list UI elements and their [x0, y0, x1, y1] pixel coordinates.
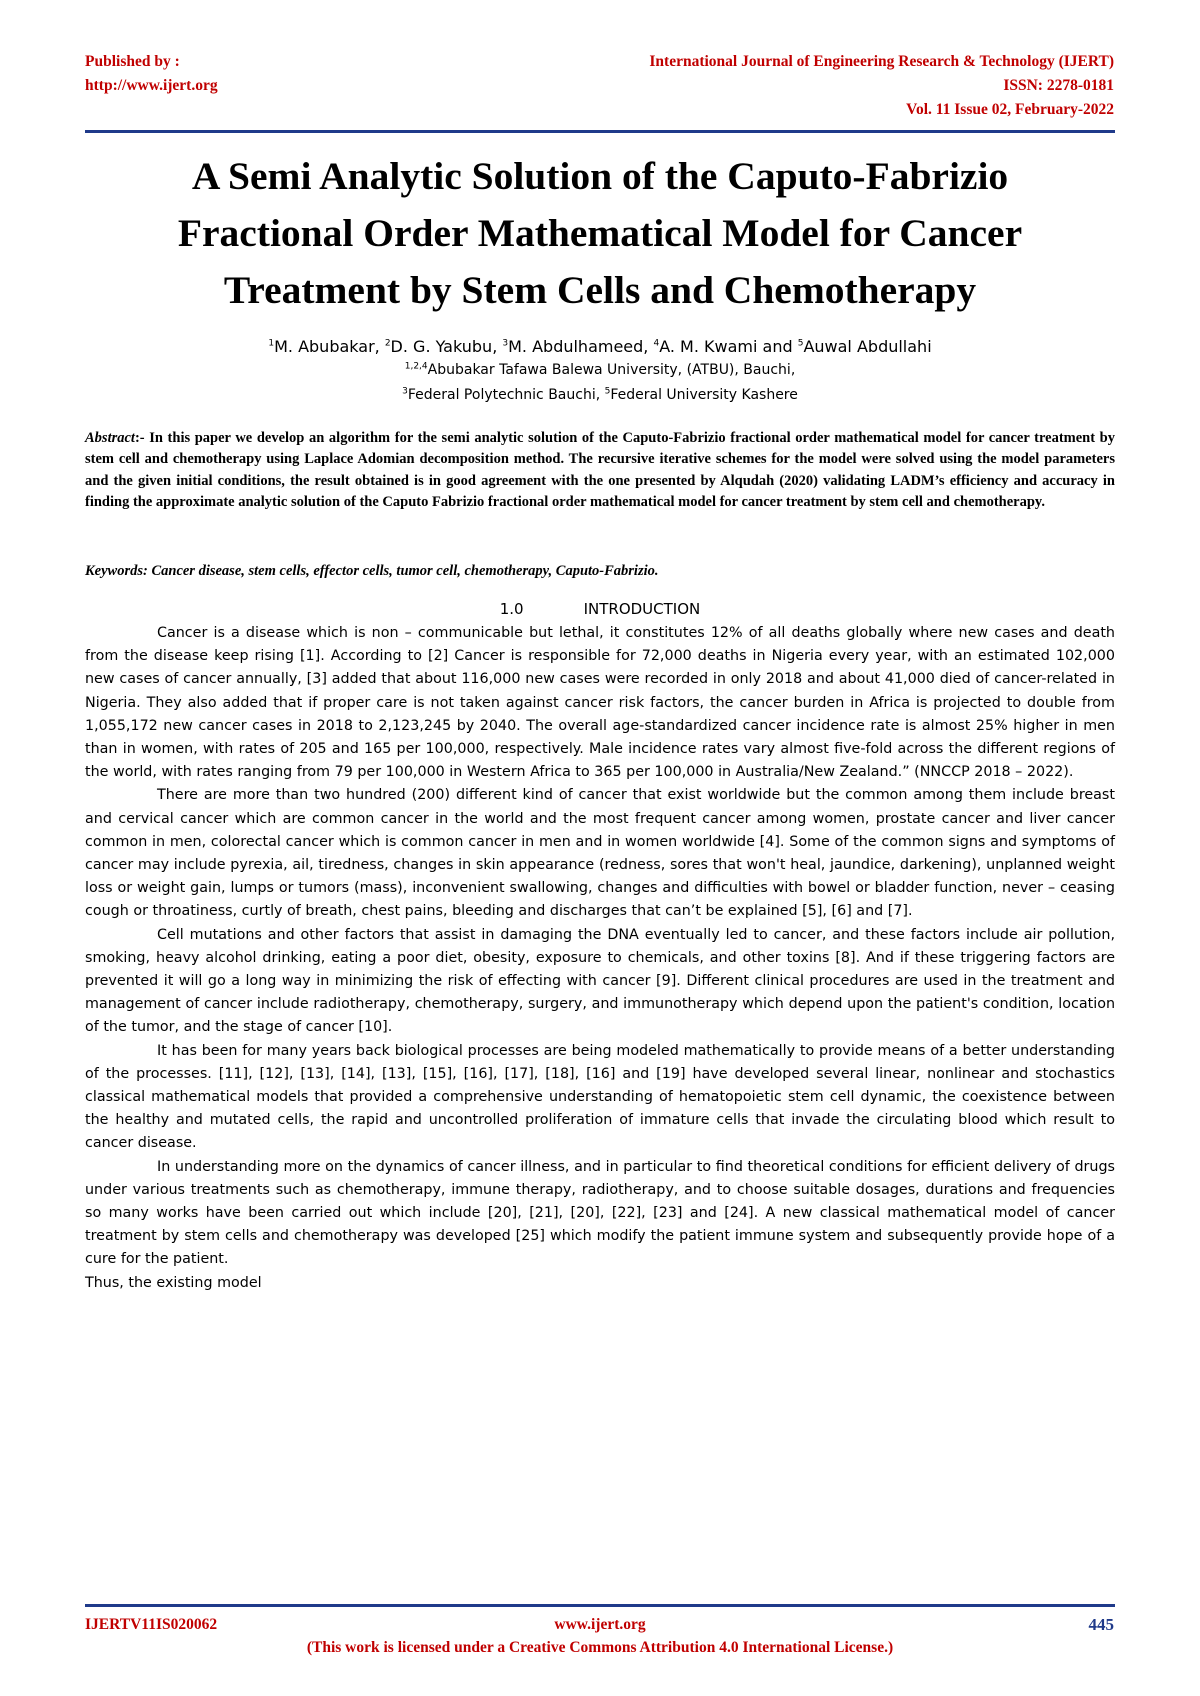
license-notice: (This work is licensed under a Creative Commons Attribution 4.0 International License.): [306, 1639, 894, 1656]
section-title: INTRODUCTION: [583, 600, 701, 618]
affiliation-sup: 5: [604, 386, 611, 397]
title-line-1: A Semi Analytic Solution of the Caputo-Fabrizio: [191, 154, 1009, 198]
header-left: [85, 50, 218, 98]
affiliation-text: Federal University Kashere: [610, 387, 798, 403]
author-sup: 2: [384, 338, 391, 349]
abstract-text: :- In this paper we develop an algorithm for the semi analytic solution of the Caputo-Fabrizio fractional order mathematical model for cancer treatment by stem cell and chemotherapy using Laplace Adomian decomposition method. The recursive iterative schemes for the model were solved using the model parameters and the given initial conditions, the result obtained is in good agreement with the one presented by Alqudah (2020) validating LADM’s efficiency and accuracy in finding the approximate analytic solution of the Caputo Fabrizio fractional order mathematical model for cancer treatment by stem cell and chemotherapy.: [85, 430, 1115, 510]
author-sup: 3: [502, 338, 509, 349]
affiliation-sup: 3: [402, 386, 408, 397]
site-url-link[interactable]: http://www.ijert.org: [85, 77, 218, 94]
page-number: 445: [1088, 1615, 1114, 1634]
author-name: M. Abubakar,: [274, 337, 385, 356]
body-text: [85, 622, 1115, 1295]
footer-site-link[interactable]: www.ijert.org: [554, 1616, 646, 1633]
paragraph: Cell mutations and other factors that assist in damaging the DNA eventually led to cancer, and these factors include air pollution, smoking, heavy alcohol drinking, eating a poor diet, obesity, exposure to chemicals, and other toxins [8]. And if these triggering factors are prevented it will go a long way in minimizing the risk of effecting with cancer [9]. Different clinical procedures are used in the treatment and management of cancer include radiotherapy, chemotherapy, surgery, and immunotherapy which depend upon the patient's condition, location of the tumor, and the stage of cancer [10].: [85, 926, 1115, 1036]
paragraph: There are more than two hundred (200) different kind of cancer that exist worldwide but the common among them include breast and cervical cancer which are common cancer in the world and the most frequent cancer among women, prostate cancer and liver cancer common in men, colorectal cancer which is common cancer in men and in women worldwide [4]. Some of the common signs and symptoms of cancer may include pyrexia, ail, tiredness, changes in skin appearance (redness, sores that won't heal, jaundice, darkening), unplanned weight loss or weight gain, lumps or tumors (mass), inconvenient swallowing, changes and difficulties with bowel or bladder function, never – ceasing cough or throatiness, curtly of breath, chest pains, bleeding and discharges that can’t be explained [5], [6] and [7].: [85, 787, 1115, 920]
author-sup: 1: [268, 338, 275, 349]
affiliation-sup: 1,2,4: [404, 361, 428, 372]
volume-issue: Vol. 11 Issue 02, February-2022: [906, 101, 1114, 118]
header-divider: [85, 130, 1115, 133]
published-by-label: Published by :: [85, 53, 180, 70]
paper-id: IJERTV11IS020062: [85, 1616, 218, 1633]
paragraph: In understanding more on the dynamics of cancer illness, and in particular to find theoretical conditions for efficient delivery of drugs under various treatments such as chemotherapy, immune therapy, radiotherapy, and to choose suitable dosages, durations and frequencies so many works have been carried out which include [20], [21], [20], [22], [23] and [24]. A new classical mathematical model of cancer treatment by stem cells and chemotherapy was developed [25] which modify the patient immune system and subsequently provide hope of a cure for the patient.: [85, 1158, 1115, 1268]
abstract-label: Abstract: [85, 430, 135, 446]
author-name: A. M. Kwami and: [659, 337, 798, 356]
paragraph: Cancer is a disease which is non – communicable but lethal, it constitutes 12% of all deaths globally where new cases and death from the disease keep rising [1]. According to [2] Cancer is responsible for 72,000 deaths in Nigeria every year, with an estimated 102,000 new cases of cancer annually, [3] added that about 116,000 new cases were recorded in only 2018 and about 41,000 died of cancer-related in Nigeria. They also added that if proper care is not taken against cancer risk factors, the cancer burden in Africa is projected to double from 1,055,172 new cancer cases in 2018 to 2,123,245 by 2040. The overall age-standardized cancer incidence rate is almost 25% higher in men than in women, with rates of 205 and 165 per 100,000, respectively. Male incidence rates vary almost five-fold across the different regions of the world, with rates ranging from 79 per 100,000 in Western Africa to 365 per 100,000 in Australia/New Zealand.” (NNCCP 2018 – 2022).: [85, 625, 1115, 781]
affiliation-1: [85, 359, 1115, 382]
paper-title: [60, 148, 1140, 319]
affiliation-2: [85, 384, 1115, 407]
journal-name: International Journal of Engineering Research & Technology (IJERT): [649, 53, 1114, 70]
keywords: Keywords: Cancer disease, stem cells, effector cells, tumor cell, chemotherapy, Caputo-Fabrizio.: [85, 563, 659, 579]
header-right: [649, 50, 1114, 122]
affiliation-text: Abubakar Tafawa Balewa University, (ATBU), Bauchi,: [427, 362, 796, 378]
author-sup: 4: [653, 338, 660, 349]
title-line-3: Treatment by Stem Cells and Chemotherapy: [223, 268, 977, 312]
author-list: [85, 335, 1115, 358]
section-heading: [85, 598, 1115, 620]
author-sup: 5: [797, 338, 804, 349]
affiliation-text: Federal Polytechnic Bauchi,: [407, 387, 605, 403]
closing-line: Thus, the existing model: [85, 1274, 262, 1291]
abstract: [85, 428, 1115, 513]
footer-divider: [85, 1604, 1115, 1607]
author-name: M. Abdulhameed,: [508, 337, 654, 356]
author-name: D. G. Yakubu,: [390, 337, 503, 356]
section-number: 1.0: [499, 600, 524, 618]
issn: ISSN: 2278-0181: [1003, 77, 1114, 94]
title-line-2: Fractional Order Mathematical Model for Cancer: [177, 211, 1023, 255]
author-name: Auwal Abdullahi: [803, 337, 932, 356]
paragraph: It has been for many years back biological processes are being modeled mathematically to provide means of a better understanding of the processes. [11], [12], [13], [14], [13], [15], [16], [17], [18], [16] and [19] have developed several linear, nonlinear and stochastics classical mathematical models that provided a comprehensive understanding of hematopoietic stem cell dynamic, the coexistence between the healthy and mutated cells, the rapid and uncontrolled proliferation of immature cells that invade the circulating blood which result to cancer disease.: [85, 1042, 1115, 1152]
